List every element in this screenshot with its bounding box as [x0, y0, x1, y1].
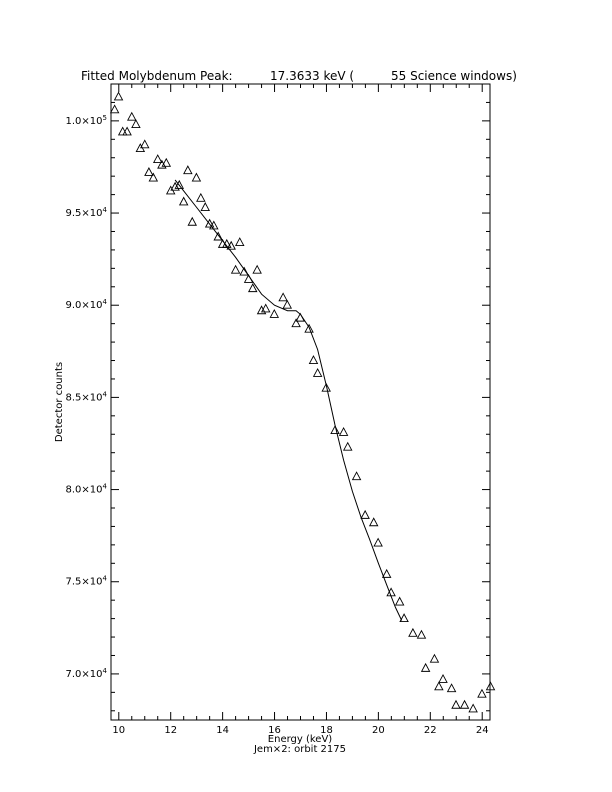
fit-line — [175, 180, 402, 621]
data-point — [145, 168, 153, 176]
data-point — [154, 155, 162, 163]
data-point — [439, 675, 447, 683]
data-markers — [111, 92, 495, 712]
y-tick-exponent: 5 — [102, 113, 107, 122]
data-point — [279, 293, 287, 301]
y-tick-mantissa: 9.0×10 — [65, 300, 103, 312]
x-tick-label: 20 — [372, 725, 385, 736]
data-point — [201, 203, 209, 211]
y-tick-exponent: 4 — [102, 390, 107, 399]
data-point — [232, 266, 240, 274]
data-point — [448, 684, 456, 692]
data-point — [162, 159, 170, 167]
x-tick-label: 18 — [320, 725, 333, 736]
y-tick-mantissa: 9.5×10 — [65, 208, 103, 220]
data-point — [452, 701, 460, 709]
data-point — [396, 598, 404, 606]
data-point — [314, 369, 322, 377]
data-point — [309, 356, 317, 364]
data-point — [197, 194, 205, 202]
y-tick-exponent: 4 — [102, 298, 107, 307]
data-point — [283, 301, 291, 309]
data-point — [149, 174, 157, 182]
y-tick-label — [66, 206, 108, 219]
y-tick-mantissa: 7.0×10 — [65, 668, 103, 680]
data-point — [132, 120, 140, 128]
data-point — [115, 92, 123, 100]
y-tick-label — [66, 575, 108, 588]
data-point — [422, 664, 430, 672]
chart-title-energy: 17.3633 keV ( — [270, 69, 355, 83]
data-point — [184, 166, 192, 174]
x-axis-label: Energy (keV) — [267, 734, 333, 745]
data-point — [128, 113, 136, 121]
data-point — [435, 682, 443, 690]
plot-frame — [111, 84, 490, 720]
x-tick-label: 10 — [112, 725, 126, 736]
data-point — [353, 472, 361, 480]
y-axis — [66, 84, 490, 711]
y-tick-label — [66, 390, 108, 403]
chart-subtitle: Jem×2: orbit 2175 — [253, 744, 347, 755]
data-point — [469, 704, 477, 712]
data-point — [417, 631, 425, 639]
data-point — [344, 443, 352, 451]
data-point — [487, 682, 495, 690]
data-point — [409, 629, 417, 637]
y-tick-label — [66, 483, 108, 496]
x-tick-label: 12 — [164, 725, 178, 736]
y-tick-exponent: 4 — [102, 482, 107, 491]
y-tick-mantissa: 1.0×10 — [65, 115, 103, 127]
data-point — [192, 174, 200, 182]
data-point — [292, 319, 300, 327]
x-tick-label: 14 — [216, 725, 229, 736]
y-tick-exponent: 4 — [102, 206, 107, 215]
y-tick-exponent: 4 — [102, 574, 107, 583]
data-point — [461, 701, 469, 709]
data-point — [111, 105, 119, 113]
data-point — [188, 218, 196, 226]
x-tick-label: 16 — [268, 725, 281, 736]
y-tick-label — [66, 298, 108, 311]
data-point — [180, 197, 188, 205]
chart-title-windows: 55 Science windows) — [391, 69, 517, 83]
fit-curve — [175, 180, 402, 621]
data-point — [236, 238, 244, 246]
y-tick-mantissa: 8.0×10 — [65, 484, 103, 496]
chart-title-label: Fitted Molybdenum Peak: — [81, 69, 233, 83]
data-point — [270, 310, 278, 318]
data-point — [430, 655, 438, 663]
y-tick-label — [66, 114, 107, 127]
y-axis-label: Detector counts — [54, 361, 65, 443]
data-point — [478, 690, 486, 698]
y-tick-exponent: 4 — [102, 666, 107, 675]
y-tick-label — [66, 667, 108, 680]
data-point — [374, 539, 382, 547]
y-tick-mantissa: 7.5×10 — [65, 576, 103, 588]
x-axis — [112, 84, 488, 736]
data-point — [253, 266, 261, 274]
data-point — [340, 428, 348, 436]
data-point — [370, 518, 378, 526]
x-tick-label: 24 — [475, 725, 489, 736]
y-tick-mantissa: 8.5×10 — [65, 392, 103, 404]
data-point — [361, 511, 369, 519]
x-tick-label: 22 — [423, 725, 437, 736]
